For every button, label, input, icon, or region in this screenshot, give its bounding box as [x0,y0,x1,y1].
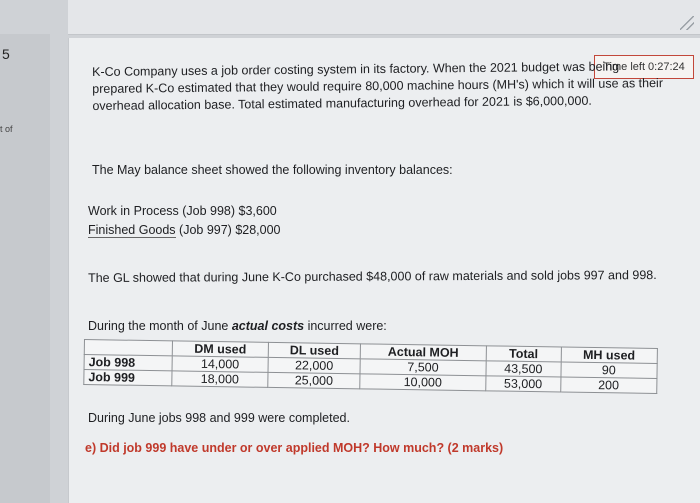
table-cell: 43,500 [486,361,561,377]
costs-intro-suffix: incurred were: [304,319,387,333]
costs-intro [88,318,387,335]
row-label: Job 998 [84,355,172,371]
table-cell: 10,000 [360,374,486,391]
fg-amount: (Job 997) $28,000 [175,223,281,237]
table-cell: 14,000 [172,356,269,373]
gl-statement: The GL showed that during June K-Co purchased $48,000 of raw materials and sold jobs 997 and 998. [88,268,657,285]
table-cell: 25,000 [268,372,360,388]
wip-balance: Work in Process (Job 998) $3,600 [88,204,277,218]
table-cell: 90 [560,362,657,379]
row-label: Job 999 [84,370,172,386]
top-bar [68,0,700,35]
table-cell: 18,000 [171,371,268,388]
header-cell: DL used [268,342,360,358]
question-number: 5 [2,46,10,62]
costs-table [83,339,658,394]
header-cell [84,340,172,356]
table-cell: 22,000 [268,357,360,373]
marks-label: t of [0,124,13,134]
table-cell: 200 [560,377,657,394]
header-cell: DM used [172,341,269,358]
actual-costs-emphasis: actual costs [231,319,305,333]
completed-statement: During June jobs 998 and 999 were completed. [88,411,350,425]
inventory-balances [88,202,281,240]
resize-grip-icon[interactable] [680,16,694,30]
table-cell: 53,000 [486,376,561,392]
header-cell: MH used [561,347,658,364]
left-panel [0,34,50,503]
question-prompt: e) Did job 999 have under or over applied MOH? How much? (2 marks) [85,441,504,455]
fg-balance [88,221,281,240]
fg-label: Finished Goods [88,223,176,237]
costs-intro-prefix: During the month of June [88,319,232,333]
header-cell: Actual MOH [360,344,486,361]
balance-intro: The May balance sheet showed the following inventory balances: [92,163,453,177]
time-left-indicator: Time left 0:27:24 [594,55,694,79]
header-cell: Total [486,346,561,362]
table-cell: 7,500 [360,359,486,376]
question-intro: K-Co Company uses a job order costing system in its factory. When the 2021 budget was being prepared K-Co estimated that they would require 80,000 machine hours (MH's) which it will use as their overhead allocation base. Total estimated manufacturing overhead for 2021 is $6,000,000. [92,59,664,113]
